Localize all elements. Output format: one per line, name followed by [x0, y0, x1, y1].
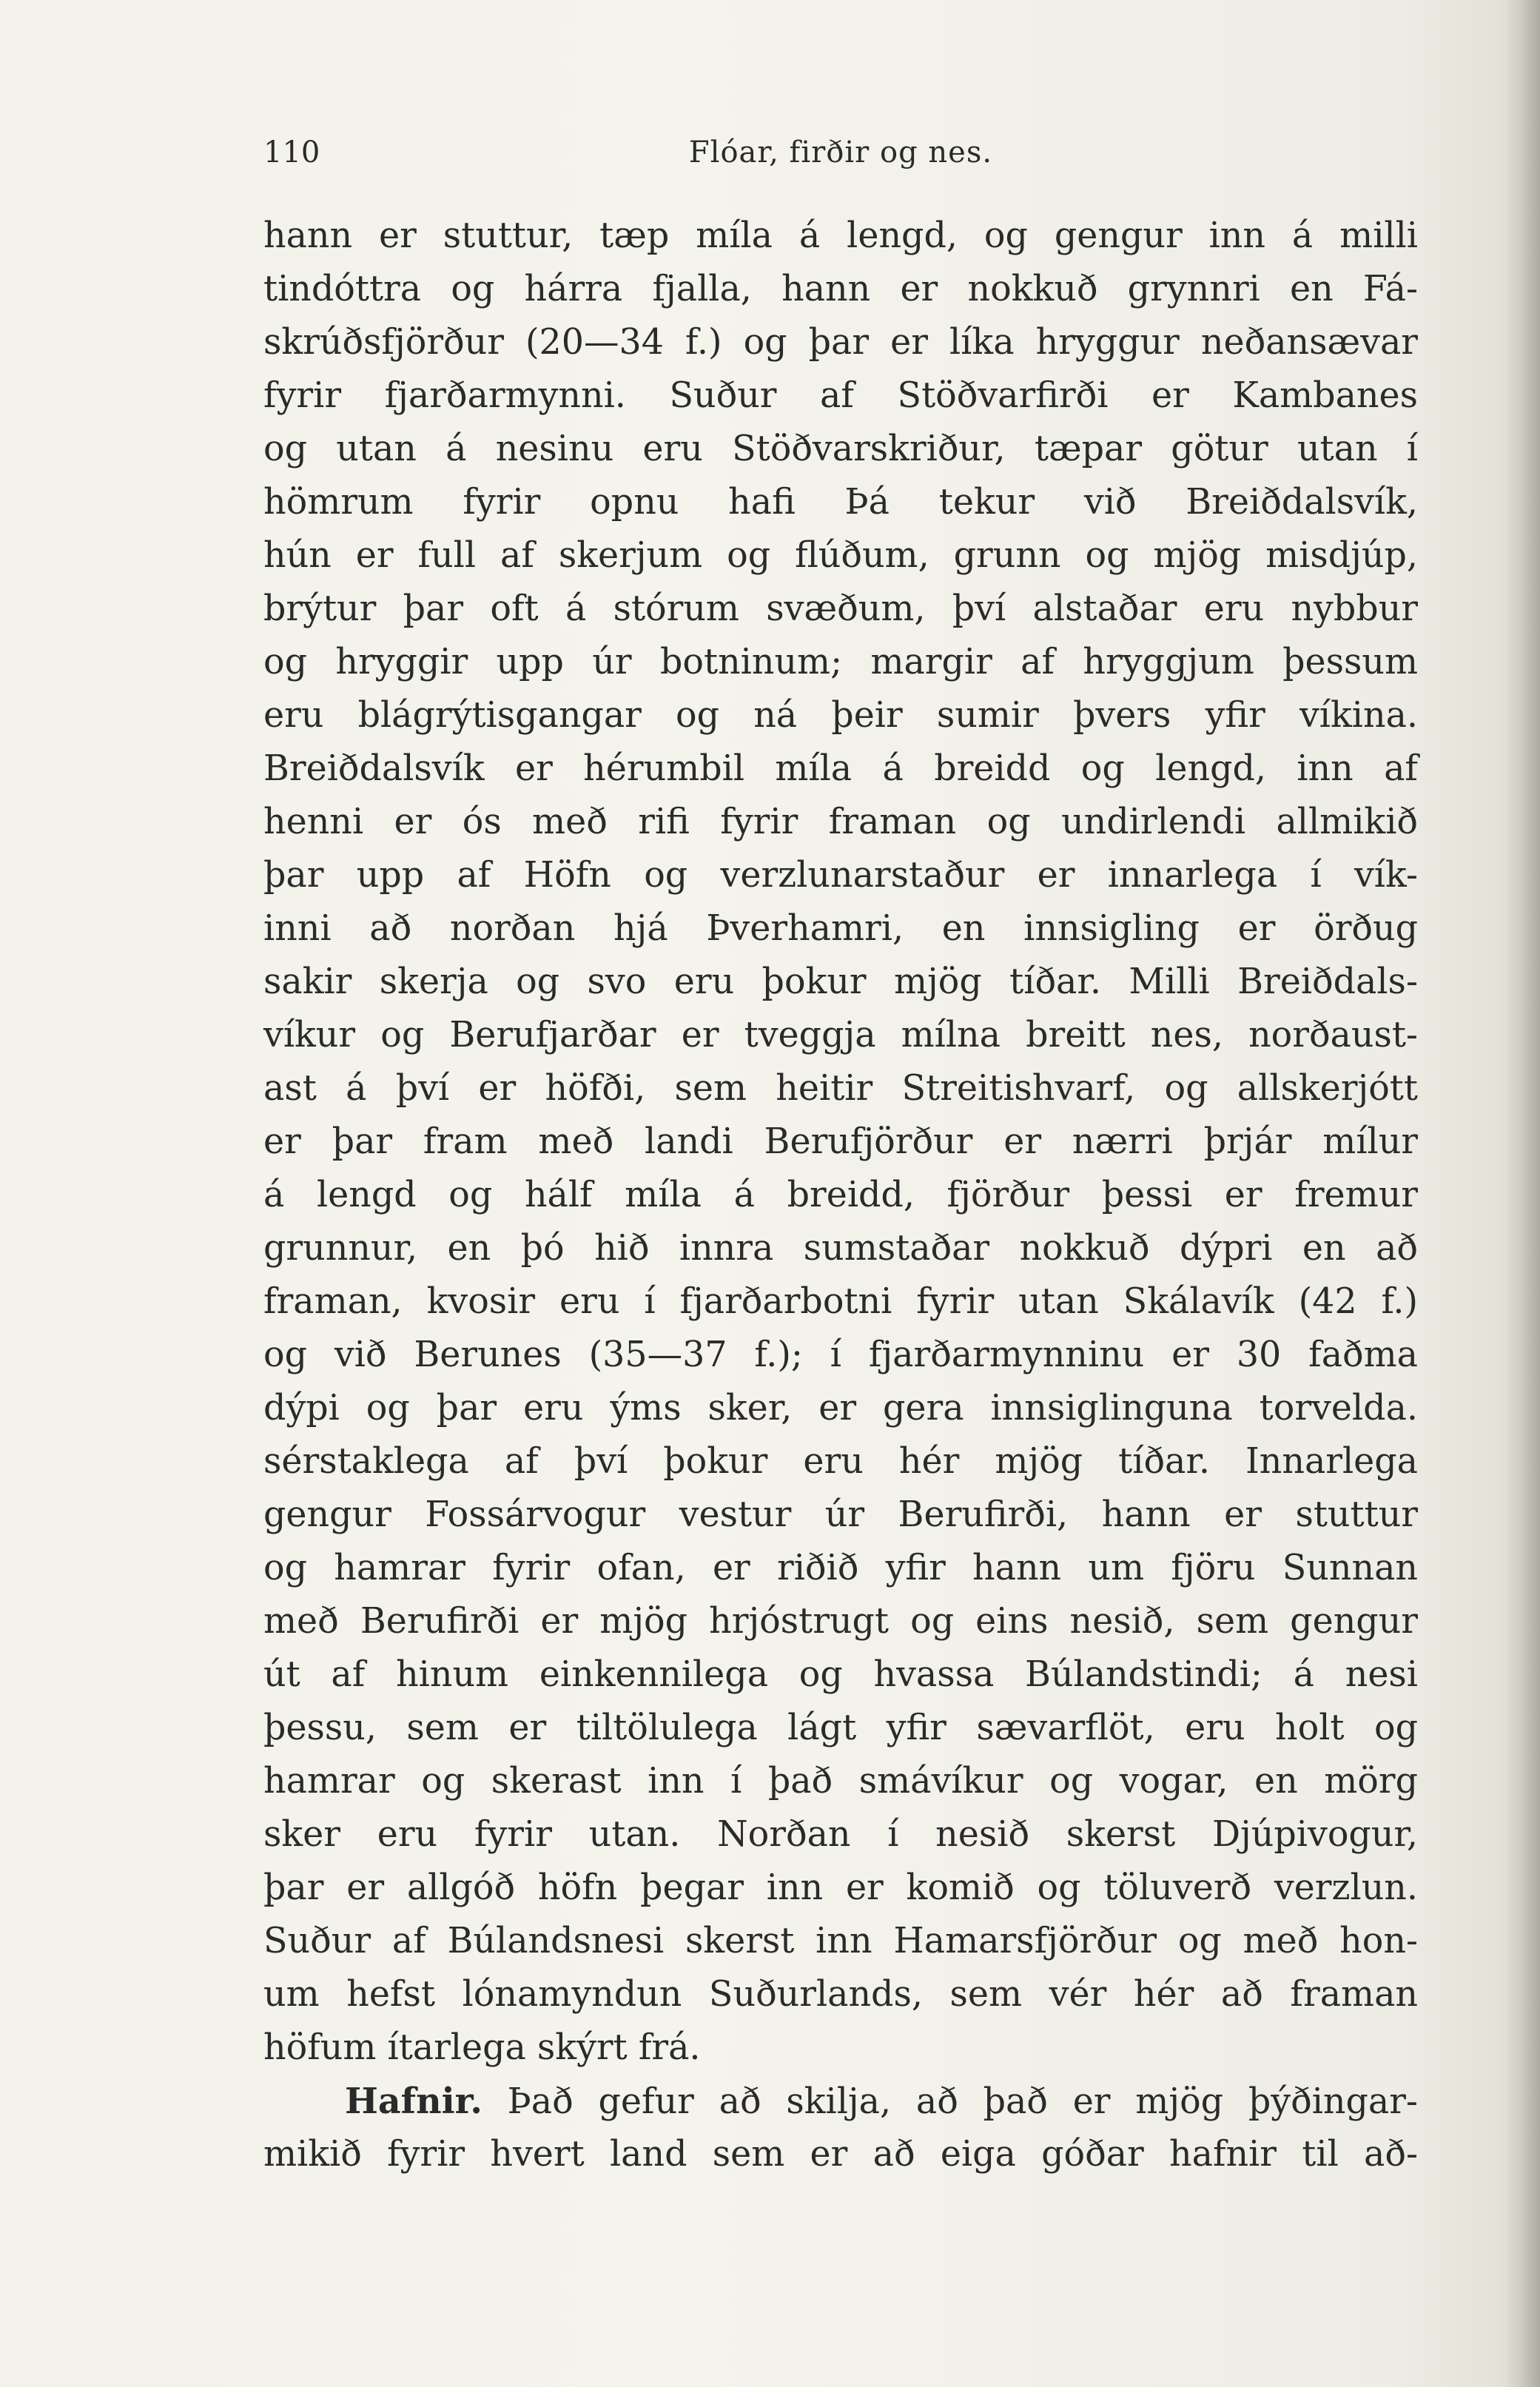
text-line: dýpi og þar eru ýms sker, er gera innsiglinguna torvelda.	[263, 1388, 1418, 1428]
text-line: framan, kvosir eru í fjarðarbotni fyrir utan Skálavík (42 f.)	[263, 1281, 1418, 1322]
text-line: þar upp af Höfn og verzlunarstaður er innarlega í vík-	[263, 855, 1418, 896]
text-line: þessu, sem er tiltölulega lágt yfir sævarflöt, eru holt og	[263, 1708, 1418, 1748]
body-text	[263, 209, 1418, 2181]
text-line: hömrum fyrir opnu hafi Þá tekur við Breiðdalsvík,	[263, 482, 1418, 523]
text-line: er þar fram með landi Berufjörður er nærri þrjár mílur	[263, 1121, 1418, 1162]
paragraph-heading: Hafnir.	[345, 2081, 482, 2122]
text-line: hún er full af skerjum og flúðum, grunn og mjög misdjúp,	[263, 535, 1418, 576]
text-line: grunnur, en þó hið innra sumstaðar nokkuð dýpri en að	[263, 1228, 1418, 1269]
text-line: eru blágrýtisgangar og ná þeir sumir þvers yfir víkina.	[263, 695, 1418, 736]
text-line: fyrir fjarðarmynni. Suður af Stöðvarfirði er Kambanes	[263, 375, 1418, 416]
text-line: gengur Fossárvogur vestur úr Berufirði, hann er stuttur	[263, 1494, 1418, 1535]
text-line: tindóttra og hárra fjalla, hann er nokkuð grynnri en Fá-	[263, 269, 1418, 309]
text-line: henni er ós með rifi fyrir framan og undirlendi allmikið	[263, 802, 1418, 842]
text-line: sakir skerja og svo eru þokur mjög tíðar. Milli Breiðdals-	[263, 961, 1418, 1002]
text-line: Suður af Búlandsnesi skerst inn Hamarsfjörður og með hon-	[263, 1921, 1418, 1961]
text-line: og utan á nesinu eru Stöðvarskriður, tæpar götur utan í	[263, 429, 1418, 469]
text-line: höfum ítarlega skýrt frá.	[263, 2027, 701, 2068]
paragraph-heading-text: Það gefur að skilja, að það er mjög þýðingar-	[507, 2081, 1418, 2122]
text-line: og við Berunes (35—37 f.); í fjarðarmynninu er 30 faðma	[263, 1334, 1418, 1375]
text-line: mikið fyrir hvert land sem er að eiga góðar hafnir til að-	[263, 2134, 1418, 2175]
text-line: sker eru fyrir utan. Norðan í nesið skerst Djúpivogur,	[263, 1814, 1418, 1855]
text-line: ast á því er höfði, sem heitir Streitishvarf, og allskerjótt	[263, 1068, 1418, 1109]
text-line: sérstaklega af því þokur eru hér mjög tíðar. Innarlega	[263, 1441, 1418, 1482]
text-line: og hryggir upp úr botninum; margir af hryggjum þessum	[263, 642, 1418, 682]
text-line: á lengd og hálf míla á breidd, fjörður þessi er fremur	[263, 1175, 1418, 1215]
paragraph-heading-line	[263, 2075, 1418, 2128]
text-line: hamrar og skerast inn í það smávíkur og vogar, en mörg	[263, 1761, 1418, 1802]
text-line: inni að norðan hjá Þverhamri, en innsigling er örðug	[263, 908, 1418, 949]
text-line: með Berufirði er mjög hrjóstrugt og eins nesið, sem gengur	[263, 1601, 1418, 1642]
text-line: víkur og Berufjarðar er tveggja mílna breitt nes, norðaust-	[263, 1015, 1418, 1055]
page-edge-shadow	[1504, 0, 1540, 2387]
text-line: um hefst lónamyndun Suðurlands, sem vér hér að framan	[263, 1974, 1418, 2015]
running-head	[263, 130, 1418, 175]
text-line: þar er allgóð höfn þegar inn er komið og töluverð verzlun.	[263, 1867, 1418, 1908]
page-number: 110	[263, 135, 320, 169]
text-line: skrúðsfjörður (20—34 f.) og þar er líka hryggur neðansævar	[263, 322, 1418, 363]
text-line: út af hinum einkennilega og hvassa Búlandstindi; á nesi	[263, 1654, 1418, 1695]
running-title: Flóar, firðir og nes.	[688, 135, 993, 169]
text-line: Breiðdalsvík er hérumbil míla á breidd og lengd, inn af	[263, 748, 1418, 789]
text-line: hann er stuttur, tæp míla á lengd, og gengur inn á milli	[263, 215, 1418, 256]
text-line: brýtur þar oft á stórum svæðum, því alstaðar eru nybbur	[263, 588, 1418, 629]
text-line: og hamrar fyrir ofan, er riðið yfir hann um fjöru Sunnan	[263, 1548, 1418, 1588]
